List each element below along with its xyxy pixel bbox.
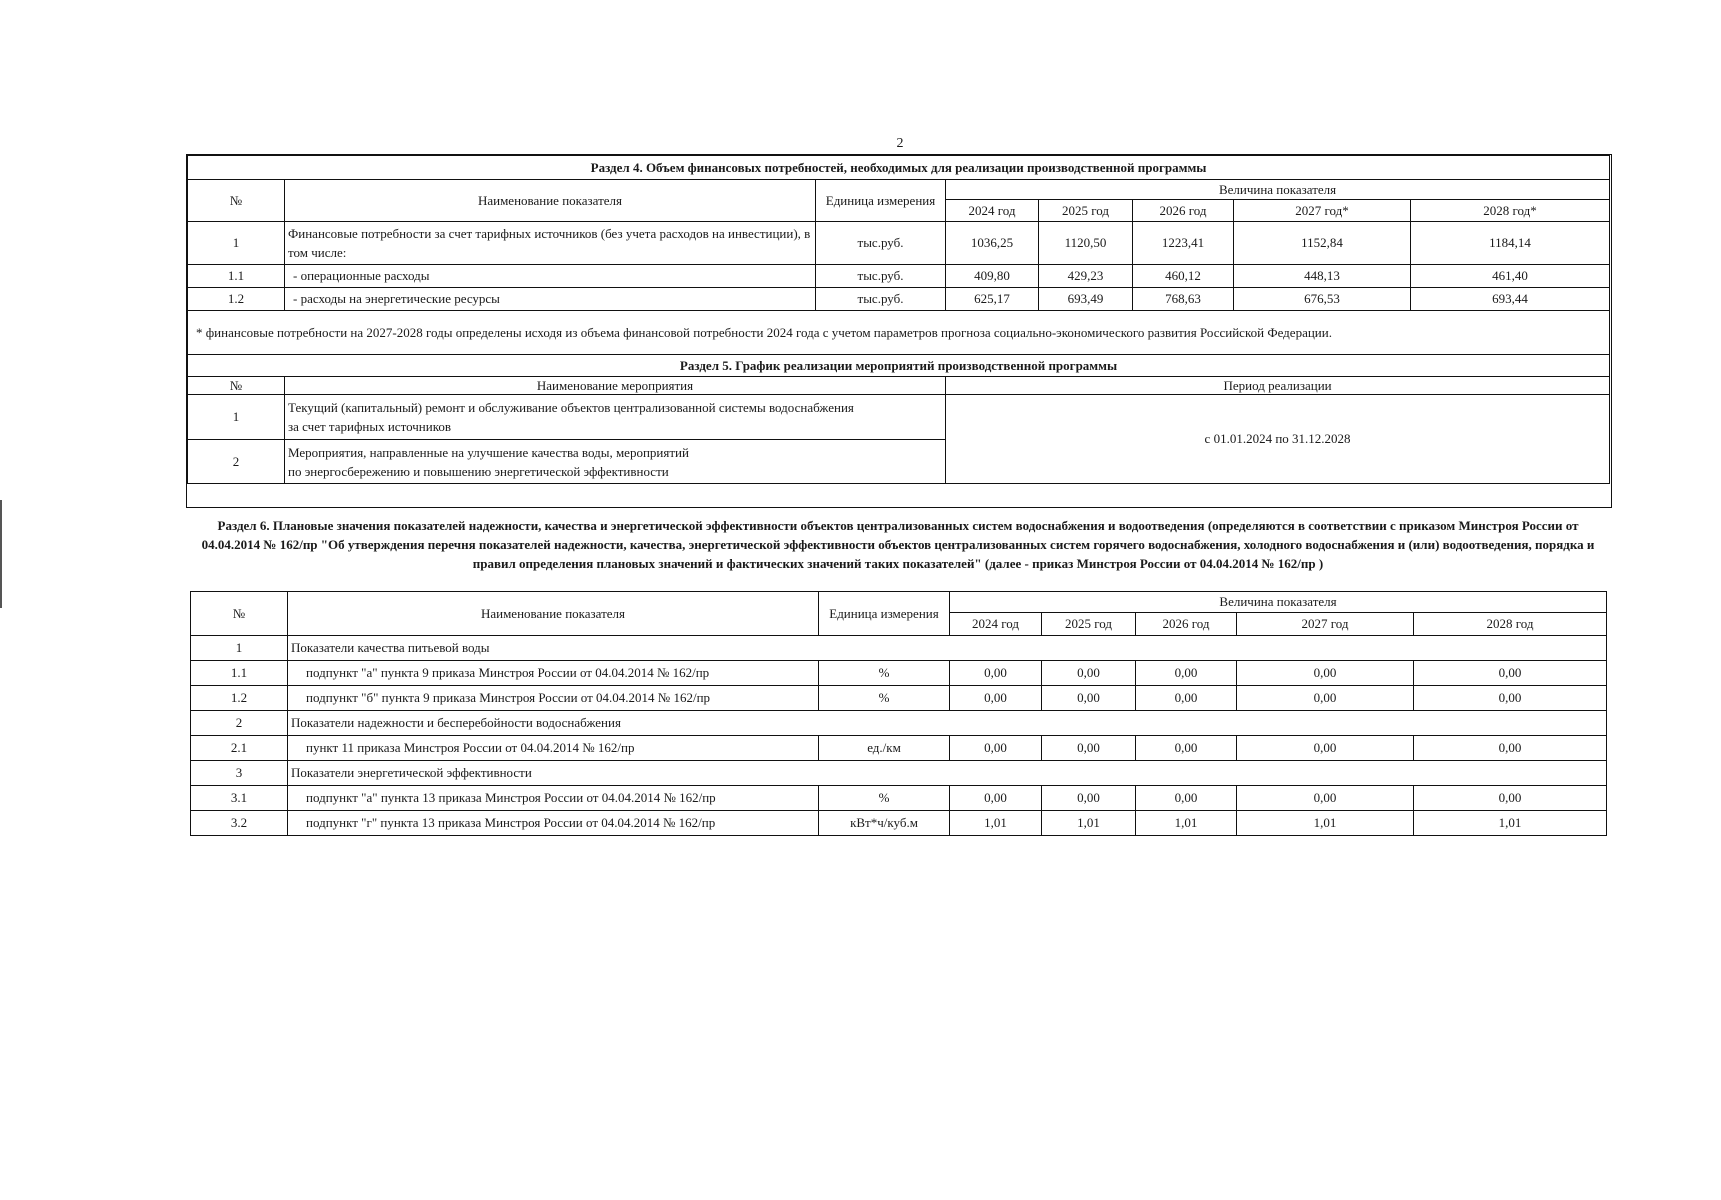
row-unit: кВт*ч/куб.м (819, 811, 950, 836)
row-name-line: по энергосбережению и повышению энергетической эффективности (288, 463, 669, 479)
col-header-num: № (188, 180, 285, 222)
row-value: 409,80 (946, 265, 1039, 288)
row-value: 0,00 (1136, 786, 1237, 811)
row-unit: % (819, 661, 950, 686)
year-header: 2025 год (1039, 200, 1133, 222)
row-value: 0,00 (1042, 786, 1136, 811)
row-value: 1,01 (1414, 811, 1607, 836)
section6-table (190, 591, 1607, 836)
group-num: 3 (191, 761, 288, 786)
table-row (188, 288, 1610, 311)
year-header: 2024 год (946, 200, 1039, 222)
section4-footnote: * финансовые потребности на 2027-2028 годы определены исходя из объема финансовой потребности 2024 года с учетом параметров прогноза социально-экономического развития Российской Федерации. (188, 311, 1610, 355)
row-num: 3.2 (191, 811, 288, 836)
year-header: 2024 год (950, 613, 1042, 636)
period-cell: с 01.01.2024 по 31.12.2028 (946, 395, 1610, 484)
row-num: 1.1 (191, 661, 288, 686)
row-value: 1120,50 (1039, 222, 1133, 265)
col-header-value: Величина показателя (950, 592, 1607, 613)
row-value: 0,00 (1414, 786, 1607, 811)
row-value: 693,44 (1411, 288, 1610, 311)
row-num: 3.1 (191, 786, 288, 811)
year-header: 2026 год (1133, 200, 1234, 222)
page-number: 2 (896, 136, 904, 151)
year-header: 2025 год (1042, 613, 1136, 636)
row-unit: % (819, 786, 950, 811)
row-name: Финансовые потребности за счет тарифных источников (без учета расходов на инвестиции), в том числе: (285, 222, 816, 265)
col-header-name: Наименование показателя (285, 180, 816, 222)
row-value: 1223,41 (1133, 222, 1234, 265)
row-value: 1,01 (1237, 811, 1414, 836)
group-name: Показатели качества питьевой воды (288, 636, 1607, 661)
table-row (191, 736, 1607, 761)
row-value: 1152,84 (1234, 222, 1411, 265)
row-value: 1036,25 (946, 222, 1039, 265)
row-name: - расходы на энергетические ресурсы (285, 288, 816, 311)
table-row (191, 661, 1607, 686)
row-value: 625,17 (946, 288, 1039, 311)
section6-title: Раздел 6. Плановые значения показателей надежности, качества и энергетической эффективности объектов централизованных систем водоснабжения и водоотведения (определяются в соответствии с приказом Минстроя России от 04.04.2014 № 162/пр "Об утверждения перечня показателей надежности, качества, энергетической эффективности объектов централизованных систем горячего водоснабжения, холодного водоснабжения и (или) водоотведения, порядка и правил определения плановых значений и фактических значений таких показателей" (далее - приказ Минстроя России от 04.04.2014 № 162/пр ) (201, 518, 1595, 571)
col-header-name: Наименование показателя (288, 592, 819, 636)
row-value: 768,63 (1133, 288, 1234, 311)
row-value: 429,23 (1039, 265, 1133, 288)
row-value: 1,01 (950, 811, 1042, 836)
section5-title: Раздел 5. График реализации мероприятий производственной программы (188, 355, 1610, 377)
row-unit: тыс.руб. (816, 288, 946, 311)
row-num: 1.2 (188, 288, 285, 311)
row-name-line: Мероприятия, направленные на улучшение качества воды, мероприятий (288, 444, 689, 460)
year-header: 2027 год* (1234, 200, 1411, 222)
table-row (191, 686, 1607, 711)
col-header-event-name: Наименование мероприятия (285, 377, 946, 395)
row-value: 0,00 (1042, 736, 1136, 761)
col-header-num: № (191, 592, 288, 636)
group-name: Показатели надежности и бесперебойности водоснабжения (288, 711, 1607, 736)
row-name: подпункт "а" пункта 9 приказа Минстроя России от 04.04.2014 № 162/пр (288, 661, 819, 686)
row-value: 0,00 (950, 686, 1042, 711)
table-row (191, 786, 1607, 811)
row-name-line: за счет тарифных источников (288, 419, 451, 434)
row-value: 460,12 (1133, 265, 1234, 288)
col-header-period: Период реализации (946, 377, 1610, 395)
row-value: 0,00 (950, 736, 1042, 761)
row-value: 461,40 (1411, 265, 1610, 288)
row-num: 2.1 (191, 736, 288, 761)
row-value: 0,00 (1136, 736, 1237, 761)
year-header: 2027 год (1237, 613, 1414, 636)
row-name (285, 395, 946, 440)
col-header-num: № (188, 377, 285, 395)
row-value: 693,49 (1039, 288, 1133, 311)
row-name (285, 440, 946, 484)
group-row (191, 761, 1607, 786)
row-num: 1.1 (188, 265, 285, 288)
row-num: 1.2 (191, 686, 288, 711)
row-value: 0,00 (950, 661, 1042, 686)
year-header: 2028 год (1414, 613, 1607, 636)
section4-title: Раздел 4. Объем финансовых потребностей, необходимых для реализации производственной программы (188, 156, 1610, 180)
scan-edge-mark (0, 500, 2, 608)
row-name: пункт 11 приказа Минстроя России от 04.04.2014 № 162/пр (288, 736, 819, 761)
row-value: 448,13 (1234, 265, 1411, 288)
table-row (188, 222, 1610, 265)
row-value: 1,01 (1042, 811, 1136, 836)
row-value: 0,00 (1042, 686, 1136, 711)
table-row (191, 811, 1607, 836)
group-num: 1 (191, 636, 288, 661)
row-unit: ед./км (819, 736, 950, 761)
row-num: 1 (188, 395, 285, 440)
group-num: 2 (191, 711, 288, 736)
row-name: - операционные расходы (285, 265, 816, 288)
row-name-line: Текущий (капитальный) ремонт и обслуживание объектов централизованной системы водоснабжения (288, 400, 854, 415)
row-unit: % (819, 686, 950, 711)
group-row (191, 711, 1607, 736)
table-row (188, 265, 1610, 288)
col-header-unit: Единица измерения (819, 592, 950, 636)
group-row (191, 636, 1607, 661)
row-value: 0,00 (1237, 786, 1414, 811)
row-value: 0,00 (950, 786, 1042, 811)
row-value: 0,00 (1237, 686, 1414, 711)
row-name: подпункт "б" пункта 9 приказа Минстроя России от 04.04.2014 № 162/пр (288, 686, 819, 711)
col-header-unit: Единица измерения (816, 180, 946, 222)
group-name: Показатели энергетической эффективности (288, 761, 1607, 786)
row-value: 0,00 (1414, 661, 1607, 686)
row-name: подпункт "а" пункта 13 приказа Минстроя России от 04.04.2014 № 162/пр (288, 786, 819, 811)
row-unit: тыс.руб. (816, 222, 946, 265)
row-num: 2 (188, 440, 285, 484)
row-name: подпункт "г" пункта 13 приказа Минстроя России от 04.04.2014 № 162/пр (288, 811, 819, 836)
row-value: 1184,14 (1411, 222, 1610, 265)
year-header: 2026 год (1136, 613, 1237, 636)
row-value: 0,00 (1136, 686, 1237, 711)
table-row (188, 395, 1610, 440)
row-value: 0,00 (1414, 736, 1607, 761)
row-value: 0,00 (1414, 686, 1607, 711)
col-header-value: Величина показателя (946, 180, 1610, 200)
section4-5-table (187, 155, 1610, 484)
row-num: 1 (188, 222, 285, 265)
row-value: 0,00 (1042, 661, 1136, 686)
row-value: 1,01 (1136, 811, 1237, 836)
row-value: 0,00 (1237, 736, 1414, 761)
row-value: 676,53 (1234, 288, 1411, 311)
row-value: 0,00 (1136, 661, 1237, 686)
row-value: 0,00 (1237, 661, 1414, 686)
row-unit: тыс.руб. (816, 265, 946, 288)
year-header: 2028 год* (1411, 200, 1610, 222)
